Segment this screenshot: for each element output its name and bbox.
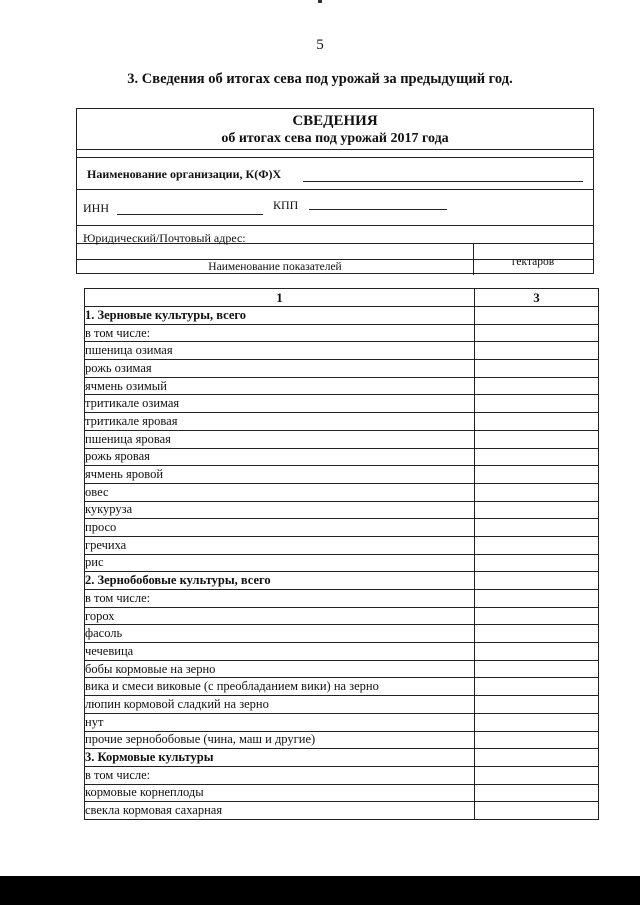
row-label: рожь озимая [85, 360, 475, 378]
table-row [85, 696, 599, 714]
row-label: ячмень озимый [85, 377, 475, 395]
table-row [85, 466, 599, 484]
hectares-cell[interactable] [475, 448, 599, 466]
hectares-cell[interactable] [475, 572, 599, 590]
row-label: тритикале озимая [85, 395, 475, 413]
row-label: свекла кормовая сахарная [85, 802, 475, 820]
table-row [85, 342, 599, 360]
hectares-cell[interactable] [475, 413, 599, 431]
org-name-label: Наименование организации, К(Ф)Х [87, 167, 282, 181]
crops-table [84, 288, 599, 820]
column-header-3: 3 [475, 289, 599, 307]
row-label: кормовые корнеплоды [85, 784, 475, 802]
row-label: гречиха [85, 536, 475, 554]
row-label: в том числе: [85, 766, 475, 784]
row-label: пшеница озимая [85, 342, 475, 360]
hectares-cell[interactable] [475, 713, 599, 731]
row-label: просо [85, 519, 475, 537]
row-label: кукуруза [85, 501, 475, 519]
table-row [85, 731, 599, 749]
hectares-cell[interactable] [475, 625, 599, 643]
table-row [85, 324, 599, 342]
hectares-cell[interactable] [475, 395, 599, 413]
table-row [85, 413, 599, 431]
hectares-cell[interactable] [475, 324, 599, 342]
divider [77, 189, 593, 190]
table-header-row [85, 289, 599, 307]
hectares-cell[interactable] [475, 483, 599, 501]
row-label: пшеница яровая [85, 430, 475, 448]
kpp-label: КПП [273, 198, 299, 212]
row-label: рожь яровая [85, 448, 475, 466]
hectares-cell[interactable] [475, 554, 599, 572]
row-label: овес [85, 483, 475, 501]
table-row [85, 625, 599, 643]
row-label: вика и смеси виковые (с преобладанием вики) на зерно [85, 678, 475, 696]
table-row [85, 554, 599, 572]
row-label: ячмень яровой [85, 466, 475, 484]
table-row [85, 519, 599, 537]
kpp-field[interactable] [309, 209, 447, 210]
row-label: в том числе: [85, 590, 475, 608]
column-header-1: 1 [85, 289, 475, 307]
form-header-box [76, 108, 594, 274]
hectares-cell[interactable] [475, 802, 599, 820]
divider [77, 157, 593, 158]
row-label: в том числе: [85, 324, 475, 342]
hectares-cell[interactable] [475, 766, 599, 784]
hectares-cell[interactable] [475, 678, 599, 696]
hectares-cell[interactable] [475, 342, 599, 360]
form-subtitle: об итогах сева под урожай 2017 года [221, 131, 449, 146]
table-row [85, 766, 599, 784]
unit-header: гектаров [511, 256, 555, 268]
indicator-name-header: Наименование показателей [208, 261, 342, 273]
page-number: 5 [316, 37, 324, 53]
row-label: нут [85, 713, 475, 731]
table-row [85, 360, 599, 378]
hectares-cell[interactable] [475, 307, 599, 325]
table-row [85, 678, 599, 696]
table-row [85, 572, 599, 590]
address-label: Юридический/Почтовый адрес: [83, 231, 246, 245]
table-row [85, 749, 599, 767]
hectares-cell[interactable] [475, 536, 599, 554]
table-row [85, 377, 599, 395]
hectares-cell[interactable] [475, 430, 599, 448]
table-row [85, 713, 599, 731]
table-row [85, 483, 599, 501]
row-label: 3. Кормовые культуры [85, 749, 475, 767]
form-title: СВЕДЕНИЯ [292, 113, 378, 129]
table-row [85, 590, 599, 608]
table-row [85, 607, 599, 625]
table-row [85, 448, 599, 466]
table-row [85, 307, 599, 325]
row-label: бобы кормовые на зерно [85, 660, 475, 678]
scan-bottom-border [0, 876, 640, 905]
scan-artifact [318, 0, 322, 3]
divider [77, 225, 593, 226]
hectares-cell[interactable] [475, 501, 599, 519]
row-label: прочие зернобобовые (чина, маш и другие) [85, 731, 475, 749]
table-row [85, 660, 599, 678]
table-row [85, 802, 599, 820]
table-row [85, 430, 599, 448]
divider [77, 149, 593, 150]
row-label: чечевица [85, 643, 475, 661]
org-name-field[interactable] [303, 181, 583, 182]
inn-field[interactable] [117, 214, 263, 215]
hectares-cell[interactable] [475, 643, 599, 661]
row-label: люпин кормовой сладкий на зерно [85, 696, 475, 714]
hectares-cell[interactable] [475, 784, 599, 802]
table-row [85, 784, 599, 802]
hectares-cell[interactable] [475, 466, 599, 484]
row-label: рис [85, 554, 475, 572]
row-label: фасоль [85, 625, 475, 643]
table-row [85, 395, 599, 413]
table-row [85, 536, 599, 554]
section-heading: 3. Сведения об итогах сева под урожай за предыдущий год. [127, 71, 513, 87]
inn-label: ИНН [83, 201, 109, 215]
row-label: 1. Зерновые культуры, всего [85, 307, 475, 325]
row-label: тритикале яровая [85, 413, 475, 431]
hectares-cell[interactable] [475, 590, 599, 608]
hectares-cell[interactable] [475, 360, 599, 378]
row-label: 2. Зернобобовые культуры, всего [85, 572, 475, 590]
hectares-cell[interactable] [475, 519, 599, 537]
row-label: горох [85, 607, 475, 625]
hectares-cell[interactable] [475, 607, 599, 625]
hectares-cell[interactable] [475, 731, 599, 749]
table-row [85, 501, 599, 519]
hectares-cell[interactable] [475, 696, 599, 714]
divider [77, 243, 593, 244]
table-row [85, 643, 599, 661]
hectares-cell[interactable] [475, 377, 599, 395]
hectares-cell[interactable] [475, 660, 599, 678]
hectares-cell[interactable] [475, 749, 599, 767]
